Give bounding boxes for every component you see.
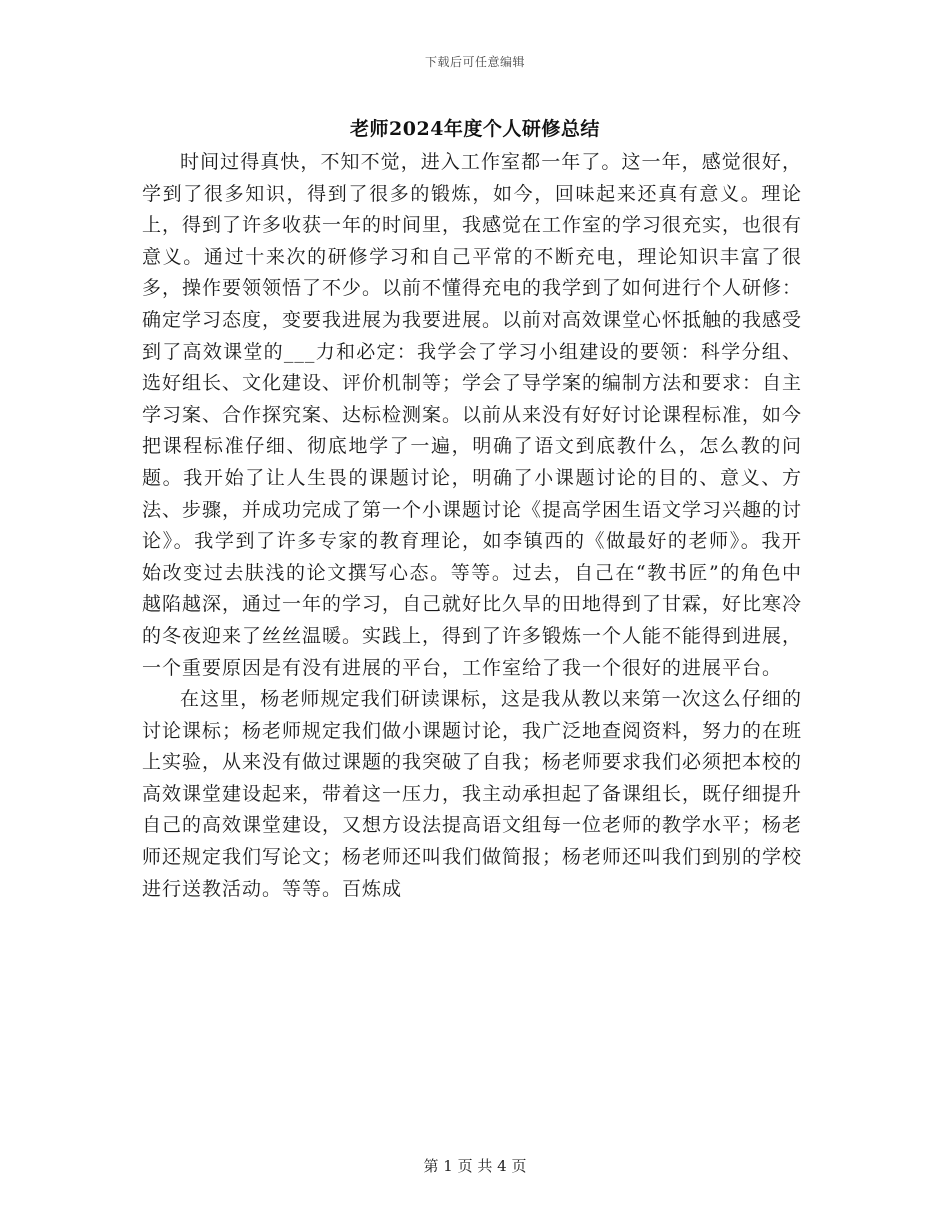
document-title: 老师2024年度个人研修总结 — [350, 118, 600, 140]
page-header-note: 下载后可任意编辑 — [424, 55, 525, 69]
paragraph-1: 时间过得真快，不知不觉，进入工作室都一年了。这一年，感觉很好，学到了很多知识，得到了很多的锻炼，如今，回味起来还真有意义。理论上，得到了许多收获一年的时间里，我感觉在工作室的学习很充实，也很有意义。通过十来次的研修学习和自己平常的不断充电，理论知识丰富了很多，操作要领领悟了不少。以前不懂得充电的我学到了如何进行个人研修：确定学习态度，变要我进展为我要进展。以前对高效课堂心怀抵触的我感受到了高效课堂的___力和必定：我学会了学习小组建设的要领：科学分组、选好组长、文化建设、评价机制等；学会了导学案的编制方法和要求：自主学习案、合作探究案、达标检测案。以前从来没有好好讨论课程标准，如今把课程标准仔细、彻底地学了一遍，明确了语文到底教什么，怎么教的问题。我开始了让人生畏的课题讨论，明确了小课题讨论的目的、意义、方法、步骤，并成功完成了第一个小课题讨论《提高学困生语文学习兴趣的讨论》。我学到了许多专家的教育理论，如李镇西的《做最好的老师》。我开始改变过去肤浅的论文撰写心态。等等。过去，自己在“教书匠”的角色中越陷越深，通过一年的学习，自己就好比久旱的田地得到了甘霖，好比寒冷的冬夜迎来了丝丝温暖。实践上，得到了许多锻炼一个人能不能得到进展，一个重要原因是有没有进展的平台，工作室给了我一个很好的进展平台。 — [142, 151, 803, 679]
page-footer-number: 第 1 页 共 4 页 — [423, 1157, 527, 1175]
document-body — [142, 147, 802, 905]
paragraph-2: 在这里，杨老师规定我们研读课标，这是我从教以来第一次这么仔细的讨论课标；杨老师规定我们做小课题讨论，我广泛地查阅资料，努力的在班上实验，从来没有做过课题的我突破了自我；杨老师要求我们必须把本校的高效课堂建设起来，带着这一压力，我主动承担起了备课组长，既仔细提升自己的高效课堂建设，又想方设法提高语文组每一位老师的教学水平；杨老师还规定我们写论文；杨老师还叫我们做简报；杨老师还叫我们到别的学校进行送教活动。等等。百炼成 — [142, 688, 803, 900]
